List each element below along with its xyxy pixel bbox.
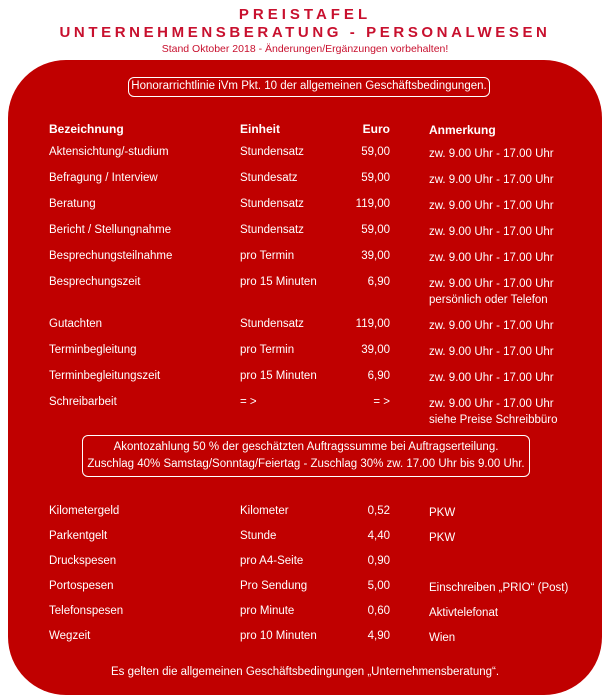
row-price: 5,00 [367,580,390,592]
row-name: Besprechungsteilnahme [49,250,173,262]
row-price: 119,00 [355,198,390,210]
row-name: Wegzeit [49,630,91,642]
row-unit: Stundensatz [240,146,304,158]
row-unit: Stundensatz [240,198,304,210]
row-unit: Stunde [240,530,277,542]
row-name: Portospesen [49,580,114,592]
row-price: 59,00 [361,224,390,236]
row-name: Kilometergeld [49,505,120,517]
row-price: 4,90 [367,630,390,642]
row-name: Aktensichtung/-studium [49,146,169,158]
page-title: PREISTAFEL [238,6,372,23]
row-name: Beratung [49,198,96,210]
row-name: Schreibarbeit [49,396,117,408]
row-note: Aktivtelefonat [429,607,499,619]
row-unit: Pro Sendung [240,580,308,592]
row-note: zw. 9.00 Uhr - 17.00 Uhr [429,148,554,160]
row-note: zw. 9.00 Uhr - 17.00 Uhr [429,346,554,358]
row-price: 6,90 [367,370,390,382]
row-name: Druckspesen [49,555,117,567]
row-name: Gutachten [49,318,103,330]
row-unit: pro 10 Minuten [240,630,317,642]
row-price: 59,00 [361,172,390,184]
row-price: 59,00 [361,146,390,158]
row-price: 0,90 [367,555,390,567]
honorar-notice: Honorarrichtlinie iVm Pkt. 10 der allgemeinen Geschäftsbedingungen. [128,77,490,97]
row-note: zw. 9.00 Uhr - 17.00 Uhr persönlich oder Telefon [429,278,554,306]
row-note: PKW [429,507,456,519]
row-unit: pro Termin [240,344,295,356]
stand-note: Stand Oktober 2018 - Änderungen/Ergänzungen vorbehalten! [161,43,449,55]
row-name: Besprechungszeit [49,276,141,288]
payment-notice-line1: Akontozahlung 50 % der geschätzten Auftragssumme bei Auftragserteilung. [113,441,499,453]
row-unit: Kilometer [240,505,289,517]
row-name: Telefonspesen [49,605,124,617]
row-unit: pro 15 Minuten [240,276,317,288]
row-price: 39,00 [361,250,390,262]
row-note: zw. 9.00 Uhr - 17.00 Uhr [429,174,554,186]
row-price: 6,90 [367,276,390,288]
row-note: PKW [429,532,456,544]
row-note: Wien [429,632,456,644]
row-price: 39,00 [361,344,390,356]
row-unit: Stundesatz [240,172,298,184]
row-price: 0,52 [367,505,390,517]
row-unit: pro 15 Minuten [240,370,317,382]
col-euro: Euro [362,122,390,136]
row-price: 0,60 [367,605,390,617]
row-price: = > [373,396,390,408]
payment-notice [82,435,530,477]
row-note: Einschreiben „PRIO“ (Post) [429,582,569,594]
row-unit: Stundensatz [240,224,304,236]
payment-notice-line2: Zuschlag 40% Samstag/Sonntag/Feiertag - Zuschlag 30% zw. 17.00 Uhr bis 9.00 Uhr. [87,458,525,470]
row-name: Befragung / Interview [49,172,158,184]
row-unit: pro A4-Seite [240,555,304,567]
row-note: zw. 9.00 Uhr - 17.00 Uhr [429,372,554,384]
row-name: Terminbegleitung [49,344,137,356]
page-subtitle: UNTERNEHMENSBERATUNG - PERSONALWESEN [59,24,551,41]
row-note: zw. 9.00 Uhr - 17.00 Uhr [429,226,554,238]
row-name: Bericht / Stellungnahme [49,224,172,236]
row-unit: Stundensatz [240,318,304,330]
row-unit: = > [240,396,257,408]
row-note: zw. 9.00 Uhr - 17.00 Uhr [429,252,554,264]
row-name: Terminbegleitungszeit [49,370,161,382]
price-panel [8,60,602,695]
row-unit: pro Minute [240,605,295,617]
row-note: zw. 9.00 Uhr - 17.00 Uhr siehe Preise Schreibbüro [429,398,558,426]
row-price: 4,40 [367,530,390,542]
row-unit: pro Termin [240,250,295,262]
row-price: 119,00 [355,318,390,330]
row-note: zw. 9.00 Uhr - 17.00 Uhr [429,200,554,212]
agb-footer: Es gelten die allgemeinen Geschäftsbedingungen „Unternehmensberatung“. [110,666,500,678]
col-anmerkung: Anmerkung [429,123,496,137]
row-note: zw. 9.00 Uhr - 17.00 Uhr [429,320,554,332]
col-einheit: Einheit [240,122,281,136]
col-bezeichnung: Bezeichnung [49,122,124,136]
row-name: Parkentgelt [49,530,108,542]
